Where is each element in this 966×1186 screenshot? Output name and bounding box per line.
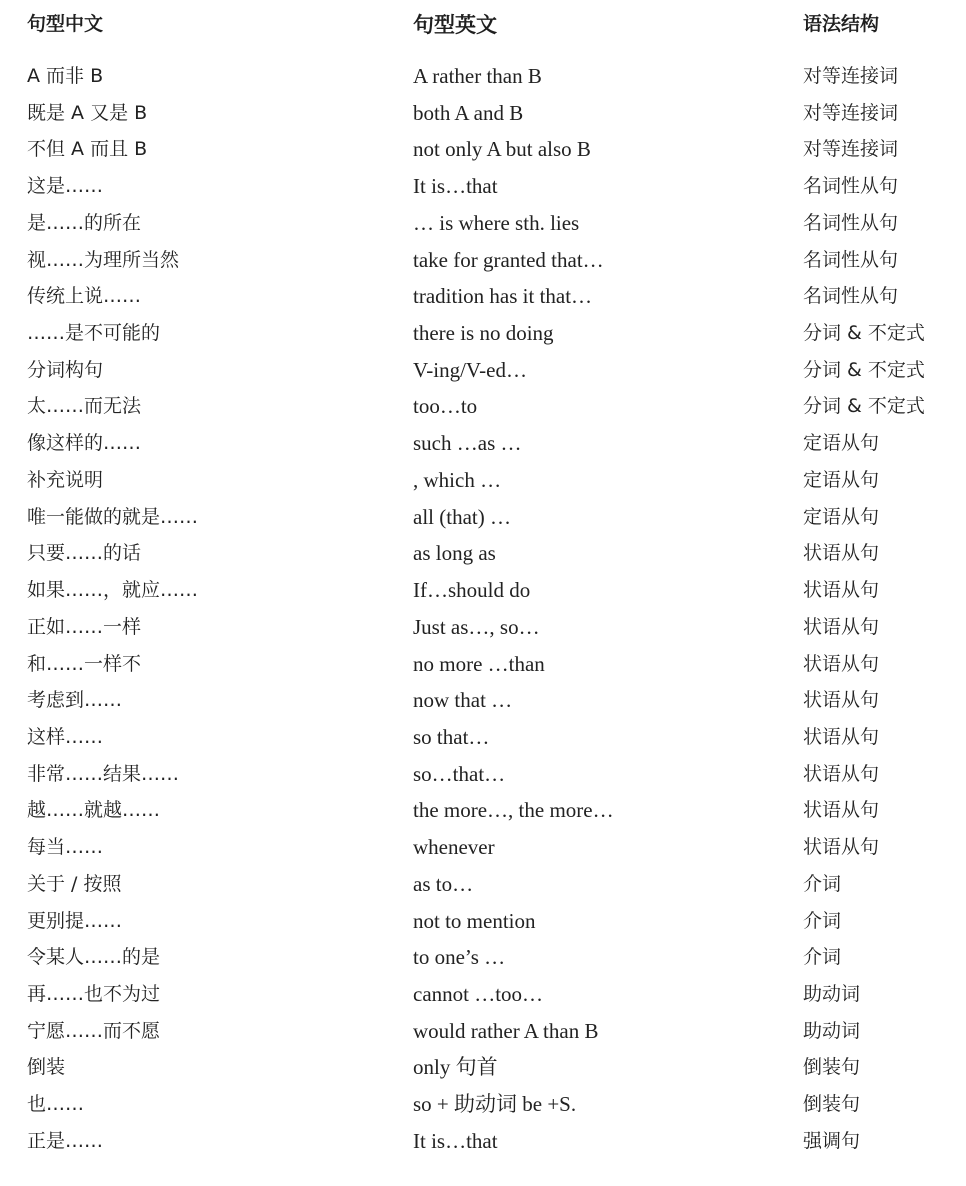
grammar-structure-cell: 状语从句: [803, 762, 880, 785]
english-pattern-cell: so that…: [413, 724, 490, 749]
table-row: [27, 279, 957, 316]
english-pattern-cell: would rather A than B: [413, 1018, 599, 1043]
table-row: [27, 610, 957, 647]
grammar-structure-cell: 介词: [803, 872, 842, 895]
chinese-pattern-cell: 正如……一样: [27, 615, 142, 638]
chinese-pattern-cell: 也……: [27, 1093, 85, 1116]
english-pattern-cell: to one’s …: [413, 945, 506, 970]
table-row: [27, 316, 957, 353]
table-row: [27, 683, 957, 720]
english-pattern-cell: A rather than B: [413, 64, 542, 88]
grammar-structure-cell: 状语从句: [803, 579, 880, 602]
table-row: [27, 59, 957, 96]
chinese-pattern-cell: 这样……: [27, 725, 104, 748]
grammar-structure-cell: 对等连接词: [803, 65, 899, 87]
chinese-pattern-cell: 唯一能做的就是……: [27, 505, 199, 528]
grammar-structure-cell: 对等连接词: [803, 101, 899, 124]
english-pattern-cell: It is…that: [413, 174, 498, 199]
chinese-pattern-cell: 倒装: [27, 1056, 66, 1079]
grammar-structure-cell: 名词性从句: [803, 175, 899, 198]
table-row: [27, 940, 957, 977]
table-row: [27, 904, 957, 941]
english-pattern-cell: take for granted that…: [413, 247, 604, 272]
grammar-structure-cell: 倒装句: [803, 1093, 861, 1116]
grammar-structure-cell: 强调句: [803, 1129, 861, 1152]
english-pattern-cell: as to…: [413, 871, 474, 896]
table-row: [27, 389, 957, 426]
chinese-pattern-cell: 视……为理所当然: [27, 248, 180, 271]
grammar-structure-cell: 名词性从句: [803, 248, 899, 271]
table-row: [27, 1124, 957, 1161]
english-pattern-cell: cannot …too…: [413, 981, 544, 1006]
grammar-structure-cell: 倒装句: [803, 1056, 861, 1079]
table-row: [27, 169, 957, 206]
english-pattern-cell: , which …: [413, 467, 502, 492]
chinese-pattern-cell: 关于 / 按照: [27, 872, 122, 895]
chinese-pattern-cell: 既是 A 又是 B: [27, 101, 148, 124]
table-row: [27, 463, 957, 500]
chinese-pattern-cell: 补充说明: [27, 468, 104, 491]
chinese-pattern-cell: 宁愿……而不愿: [27, 1019, 161, 1042]
table-row: [27, 426, 957, 463]
chinese-pattern-cell: 太……而无法: [27, 395, 142, 418]
grammar-structure-cell: 对等连接词: [803, 138, 899, 161]
chinese-pattern-cell: 不但 A 而且 B: [27, 138, 148, 161]
grammar-structure-cell: 状语从句: [803, 689, 880, 712]
grammar-structure-cell: 状语从句: [803, 615, 880, 638]
english-pattern-cell: Just as…, so…: [413, 614, 540, 639]
english-pattern-cell: as long as: [413, 541, 496, 566]
table-row: [27, 573, 957, 610]
table-row: [27, 1014, 957, 1051]
english-pattern-cell: now that …: [413, 688, 513, 713]
english-pattern-cell: only 句首: [413, 1055, 498, 1080]
table-row: [27, 757, 957, 794]
english-pattern-cell: such …as …: [413, 431, 522, 456]
chinese-pattern-cell: 再……也不为过: [27, 982, 161, 1005]
header-grammar-structure: 语法结构: [803, 13, 880, 35]
table-row: [27, 793, 957, 830]
table-row: [27, 96, 957, 133]
grammar-structure-cell: 定语从句: [803, 432, 880, 455]
sentence-pattern-table: [27, 0, 957, 1153]
header-chinese-pattern: 句型中文: [27, 13, 104, 35]
table-header: [27, 0, 957, 48]
chinese-pattern-cell: 更别提……: [27, 909, 123, 932]
grammar-structure-cell: 状语从句: [803, 542, 880, 565]
grammar-structure-cell: 状语从句: [803, 652, 880, 675]
english-pattern-cell: there is no doing: [413, 321, 554, 346]
chinese-pattern-cell: 传统上说……: [27, 285, 142, 308]
grammar-structure-cell: 定语从句: [803, 468, 880, 491]
chinese-pattern-cell: 是……的所在: [27, 211, 142, 234]
chinese-pattern-cell: 如果……，就应……: [27, 579, 199, 602]
grammar-structure-cell: 名词性从句: [803, 211, 899, 234]
table-row: [27, 1087, 957, 1124]
chinese-pattern-cell: A 而非 B: [27, 65, 104, 87]
english-pattern-cell: not only A but also B: [413, 137, 591, 162]
table-row: [27, 720, 957, 757]
chinese-pattern-cell: ……是不可能的: [27, 322, 161, 345]
table-row: [27, 132, 957, 169]
grammar-structure-cell: 介词: [803, 946, 842, 969]
english-pattern-cell: V-ing/V-ed…: [413, 357, 527, 382]
grammar-structure-cell: 状语从句: [803, 725, 880, 748]
grammar-structure-cell: 分词 & 不定式: [803, 358, 925, 381]
chinese-pattern-cell: 和……一样不: [27, 652, 142, 675]
chinese-pattern-cell: 这是……: [27, 175, 104, 198]
table-row: [27, 977, 957, 1014]
chinese-pattern-cell: 每当……: [27, 836, 104, 859]
table-row: [27, 867, 957, 904]
table-body: [27, 59, 957, 1161]
chinese-pattern-cell: 分词构句: [27, 358, 104, 381]
table-row: [27, 206, 957, 243]
english-pattern-cell: tradition has it that…: [413, 284, 593, 309]
grammar-structure-cell: 定语从句: [803, 505, 880, 528]
english-pattern-cell: too…to: [413, 394, 478, 419]
grammar-structure-cell: 分词 & 不定式: [803, 395, 925, 418]
chinese-pattern-cell: 像这样的……: [27, 432, 142, 455]
table-row: [27, 647, 957, 684]
chinese-pattern-cell: 非常……结果……: [27, 762, 180, 785]
english-pattern-cell: both A and B: [413, 100, 524, 125]
english-pattern-cell: the more…, the more…: [413, 798, 614, 823]
english-pattern-cell: It is…that: [413, 1128, 498, 1153]
english-pattern-cell: so + 助动词 be +S.: [413, 1092, 577, 1117]
table-row: [27, 500, 957, 537]
table-row: [27, 243, 957, 280]
grammar-structure-cell: 介词: [803, 909, 842, 932]
grammar-structure-cell: 分词 & 不定式: [803, 322, 925, 345]
grammar-structure-cell: 助动词: [803, 1019, 861, 1042]
english-pattern-cell: not to mention: [413, 908, 536, 933]
english-pattern-cell: no more …than: [413, 651, 545, 676]
english-pattern-cell: whenever: [413, 835, 495, 860]
table-row: [27, 1050, 957, 1087]
grammar-structure-cell: 助动词: [803, 982, 861, 1005]
english-pattern-cell: so…that…: [413, 761, 506, 786]
grammar-structure-cell: 状语从句: [803, 836, 880, 859]
english-pattern-cell: … is where sth. lies: [413, 210, 580, 235]
grammar-structure-cell: 状语从句: [803, 799, 880, 822]
table-row: [27, 536, 957, 573]
header-english-pattern: 句型英文: [413, 13, 497, 37]
chinese-pattern-cell: 正是……: [27, 1129, 104, 1152]
grammar-structure-cell: 名词性从句: [803, 285, 899, 308]
chinese-pattern-cell: 考虑到……: [27, 689, 123, 712]
chinese-pattern-cell: 只要……的话: [27, 542, 142, 565]
table-row: [27, 353, 957, 390]
chinese-pattern-cell: 令某人……的是: [27, 946, 161, 969]
table-row: [27, 830, 957, 867]
english-pattern-cell: If…should do: [413, 578, 531, 603]
english-pattern-cell: all (that) …: [413, 504, 511, 529]
chinese-pattern-cell: 越……就越……: [27, 799, 161, 822]
